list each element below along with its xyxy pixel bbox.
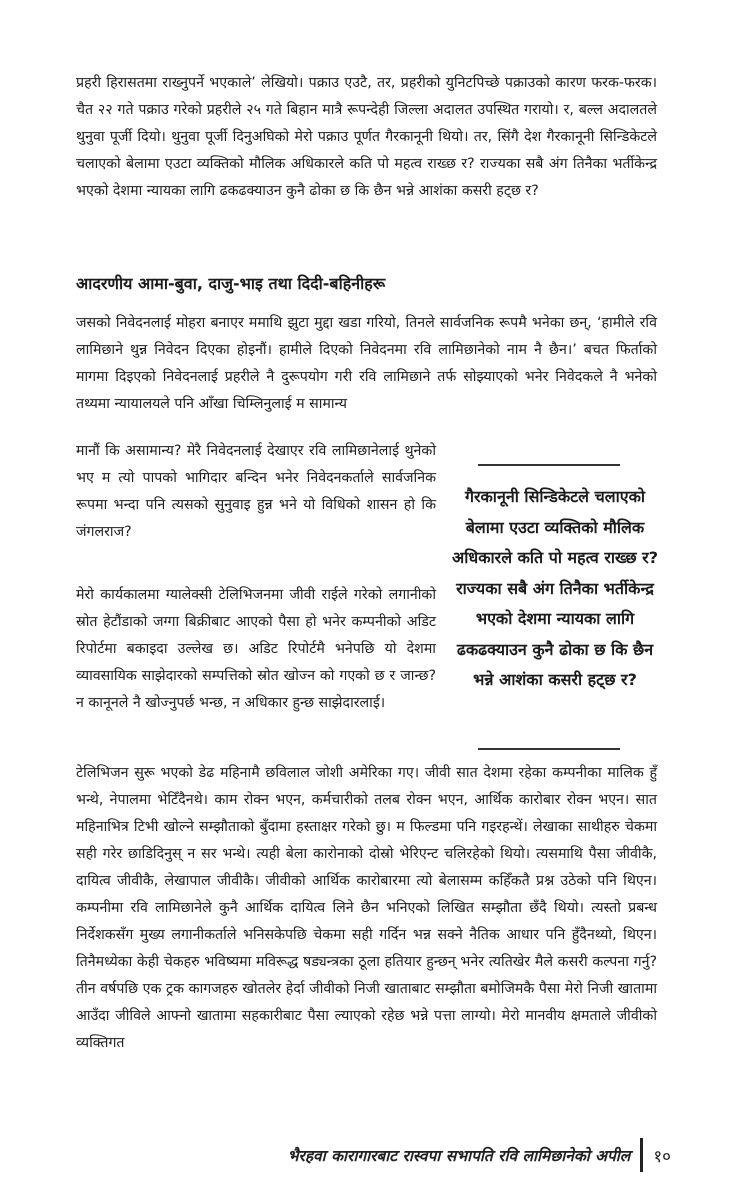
pull-quote-text: गैरकानूनी सिन्डिकेटले चलाएको बेलामा एउटा व्यक्तिको मौलिक अधिकारले कति पो महत्व राख्छ र? राज्यका सबै अंग तिनैका भर्तीकेन्द्र भएको देशमा न्यायका लागि ढकढक्याउन कुनै ढोका छ कि छैन भन्ने आशंका कसरी हट्छ र?: [452, 487, 658, 689]
paragraph-5: टेलिभिजन सुरू भएको डेढ महिनामै छविलाल जोशी अमेरिका गए। जीवी सात देशमा रहेका कम्पनीका मालिक हुँ भन्थे, नेपालमा भेटिँदैनथे। काम रोक्न भएन, कर्मचारीको तलब रोक्न भएन, आर्थिक कारोबार रोक्न भएन। सात महिनाभित्र टिभी खोल्ने सम्झौताको बुँदामा हस्ताक्षर गरेको छु। म फिल्डमा पनि गइरहन्थें। लेखाका साथीहरु चेकमा सही गरेर छाडिदिनुस् न सर भन्थे। त्यही बेला कारोनाको दोस्रो भेरिएन्ट चलिरहेको थियो। त्यसमाथि पैसा जीवीकै, दायित्व जीवीकै, लेखापाल जीवीकै। जीवीको आर्थिक कारोबारमा त्यो बेलासम्म कहिँकतै प्रश्न उठेको पनि थिएन। कम्पनीमा रवि लामिछानेले कुनै आर्थिक दायित्व लिने छैन भनिएको लिखित सम्झौता छँदै थियो। त्यस्तो प्रबन्ध निर्देशकसँग मुख्य लगानीकर्ताले भनिसकेपछि चेकमा सही गर्दिन भन्न सक्ने नैतिक आधार पनि हुँदैनथ्यो, थिएन। तिनैमध्येका केही चेकहरु भविष्यमा मविरूद्ध षड्यन्त्रका ठूला हतियार हुन्छन् भनेर त्यतिखेर मैले कसरी कल्पना गर्नु? तीन वर्षपछि एक ट्रक कागजहरु खोतलेर हेर्दा जीवीको निजी खाताबाट सम्झौता बमोजिमकै पैसा मेरो निजी खातामा आउँदा जीविले आफ्नो खातामा सहकारीबाट पैसा ल्याएको रहेछ भन्ने पत्ता लाग्यो। मेरो मानवीय क्षमताले जीवीको व्यक्तिगत: [76, 765, 657, 1051]
footer-running-title: भैरहवा कारागारबाट रास्वपा सभापति रवि लामिछानेको अपील: [287, 1147, 631, 1165]
paragraph-4: मेरो कार्यकालमा ग्यालेक्सी टेलिभिजनमा जीवी राईले गरेको लगानीको स्रोत हेटौंडाको जग्गा बिक्रीबाट आएको पैसा हो भनेर कम्पनीको अडिट रिपोर्टमा बकाइदा उल्लेख छ। अडिट रिपोर्टमै भनेपछि यो देशमा व्यावसायिक साझेदारको सम्पत्तिको स्रोत खोज्न को गएको छ र जान्छ? न कानूनले नै खोज्नुपर्छ भन्छ, न अधिकार हुन्छ साझेदारलाई।: [76, 587, 436, 711]
paragraph-1: प्रहरी हिरासतमा राख्नुपर्ने भएकाले’ लेखियो। पक्राउ एउटै, तर, प्रहरीको युनिटपिच्छे पक्राउको कारण फरक-फरक। चैत २२ गते पक्राउ गरेको प्रहरीले २५ गते बिहान मात्रै रूपन्देही जिल्ला अदालत उपस्थित गरायो। र, बल्ल अदालतले थुनुवा पूर्जी दियो। थुनुवा पूर्जी दिनुअघिको मेरो पक्राउ पूर्णत गैरकानूनी थियो। तर, सिंगै देश गैरकानूनी सिन्डिकेटले चलाएको बेलामा एउटा व्यक्तिको मौलिक अधिकारले कति पो महत्व राख्छ र? राज्यका सबै अंग तिनैका भर्तीकेन्द्र भएको देशमा न्यायका लागि ढकढक्याउन कुनै ढोका छ कि छैन भन्ने आशंका कसरी हट्छ र?: [76, 75, 657, 199]
pull-quote: [452, 464, 658, 752]
page-number: १०: [653, 1146, 671, 1167]
section-heading: आदरणीय आमा-बुवा, दाजु-भाइ तथा दिदी-बहिनीहरू: [76, 274, 386, 293]
page-footer: [288, 1138, 671, 1172]
pull-quote-top-rule: [478, 464, 620, 466]
paragraph-3: मानौं कि असामान्य? मेरै निवेदनलाई देखाएर रवि लामिछानेलाई थुनेको भए म त्यो पापको भागिदार बन्दिन भनेर निवेदनकर्ताले सार्वजनिक रूपमा भन्दा पनि त्यसको सुनुवाइ हुन्न भने यो विधिको शासन हो कि जंगलराज?: [76, 443, 436, 540]
paragraph-2: जसको निवेदनलाई मोहरा बनाएर ममाथि झुटा मुद्दा खडा गरियो, तिनले सार्वजनिक रूपमै भनेका छन्, ‘हामीले रवि लामिछाने थुन्न निवेदन दिएका होइनौं। हामीले दिएको निवेदनमा रवि लामिछानेको नाम नै छैन।’ बचत फिर्ताको मागमा दिइएको निवेदनलाई प्रहरीले नै दुरूपयोग गरी रवि लामिछाने तर्फ सोझ्याएको भनेर निवेदकले नै भनेको तथ्यमा न्यायालयले पनि आँखा चिम्लिनुलाई म सामान्य: [76, 315, 657, 412]
pull-quote-bottom-rule: [478, 748, 620, 750]
footer-separator: [640, 1138, 643, 1172]
